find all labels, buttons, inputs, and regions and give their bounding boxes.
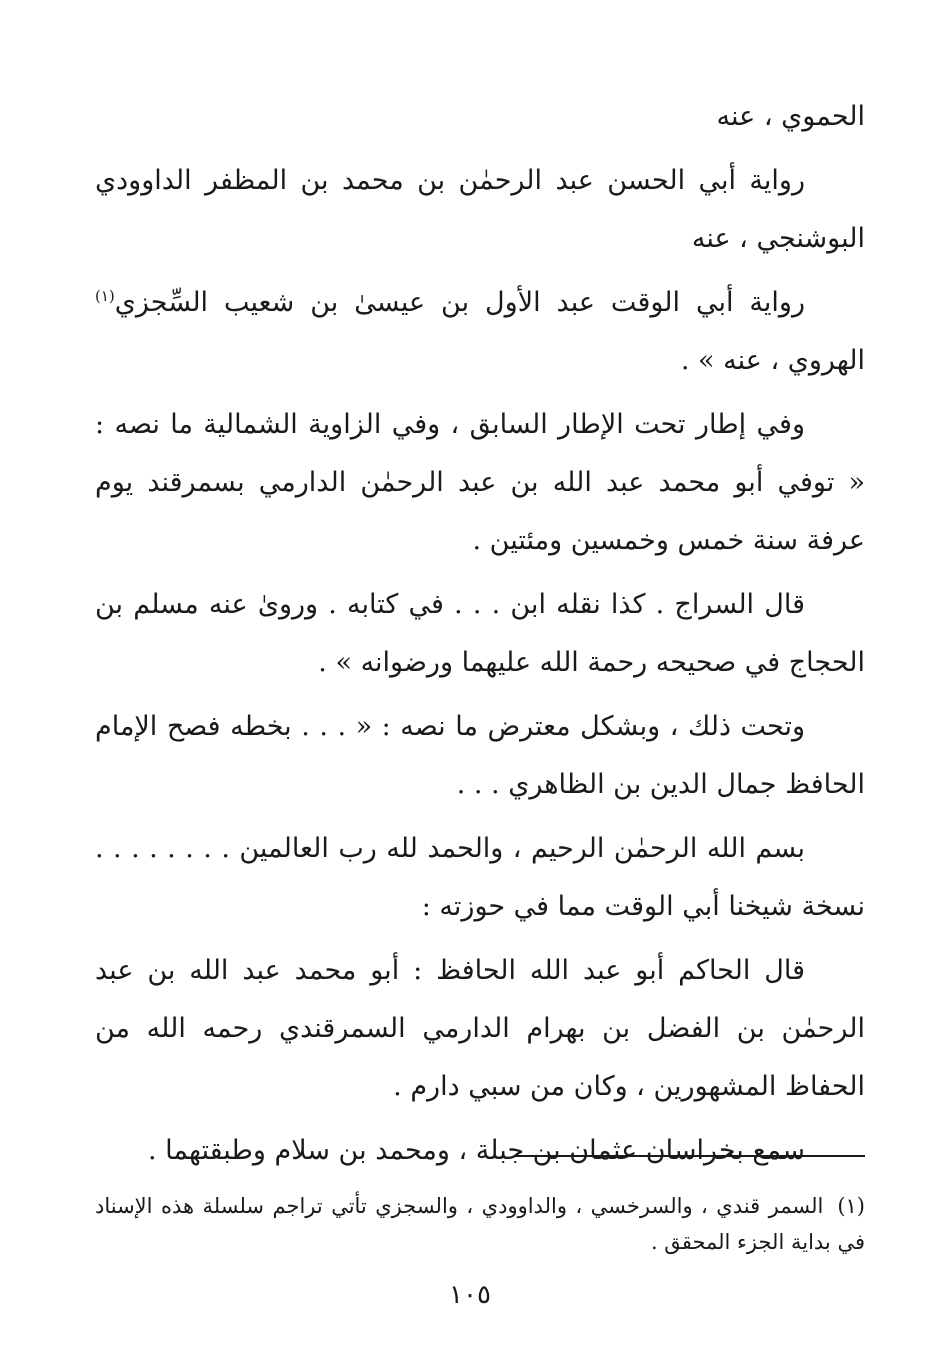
paragraph-7: بسم الله الرحمٰن الرحيم ، والحمد لله رب العالمين . . . . . . . . نسخة شيخنا أبي الوقت مما في حوزته : [95,833,865,922]
footnote-reference: (١) [95,287,115,305]
footnote-number: (١) [837,1194,865,1218]
paragraph-4: وفي إطار تحت الإطار السابق ، وفي الزاوية الشمالية ما نصه : « توفي أبو محمد عبد الله بن عبد الرحمٰن الدارمي بسمرقند يوم عرفة سنة خمس وخمسين ومئتين . [95,409,865,556]
footnote [95,1188,865,1260]
main-text [95,88,865,1186]
paragraph-5: قال السراج . كذا نقله ابن . . . في كتابه . ورویٰ عنه مسلم بن الحجاج في صحيحه رحمة الله عليهما ورضوانه » . [95,589,865,678]
footnote-text: السمر قندي ، والسرخسي ، والداوودي ، والسجزي تأتي تراجم سلسلة هذه الإسناد في بداية الجزء المحقق . [95,1194,865,1254]
paragraph-8: قال الحاكم أبو عبد الله الحافظ : أبو محمد عبد الله بن عبد الرحمٰن بن الفضل بن بهرام الدارمي السمرقندي رحمه الله من الحفاظ المشهورين ، وكان من سبي دارم . [95,955,865,1102]
paragraph-2: رواية أبي الحسن عبد الرحمٰن بن محمد بن المظفر الداوودي البوشنجي ، عنه [95,165,865,254]
paragraph-6: وتحت ذلك ، وبشكل معترض ما نصه : « . . . بخطه فصح الإمام الحافظ جمال الدين بن الظاهري . . . [95,711,865,800]
paragraph-9: سمع بخراسان عثمان بن جبلة ، ومحمد بن سلام وطبقتهما . [148,1135,805,1166]
paragraph-3-text-before: رواية أبي الوقت عبد الأول بن عيسىٰ بن شعيب السِّجزي [114,287,805,318]
paragraph-3-text-after: الهروي ، عنه » . [680,345,865,376]
paragraph-3 [95,274,865,390]
footnote-separator [515,1155,865,1157]
page-number: ١٠٥ [449,1280,491,1310]
paragraph-1: الحموي ، عنه [716,101,865,132]
